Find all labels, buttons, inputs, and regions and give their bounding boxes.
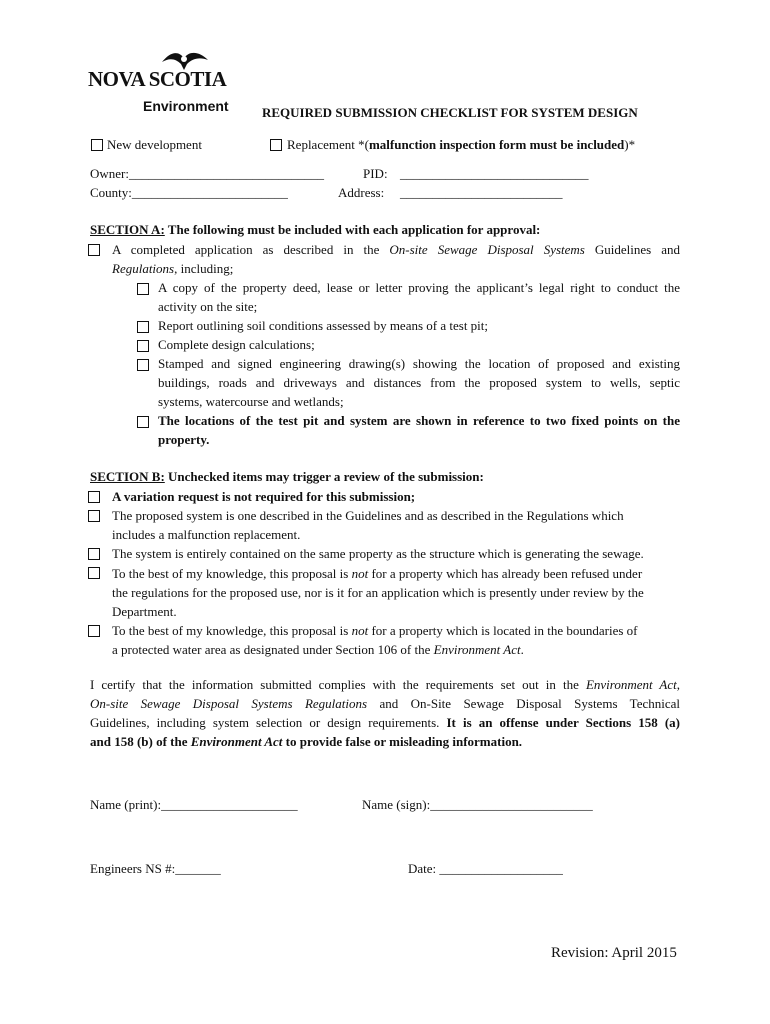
protected-water-line-1: To the best of my knowledge, this proposal is not for a property which is located in the boundaries of [112, 623, 638, 638]
protected-water-line-2: a protected water area as designated under Section 106 of the Environment Act. [112, 642, 524, 657]
drawings-line-3: systems, watercourse and wetlands; [158, 394, 344, 409]
pid-label: PID: [363, 166, 388, 181]
design-calc-checkbox[interactable] [137, 340, 149, 352]
guidelines-system-line-2: includes a malfunction replacement. [112, 527, 301, 542]
protected-water-checkbox[interactable] [88, 625, 100, 637]
address-label: Address: [338, 185, 385, 200]
not-refused-line-2: the regulations for the proposed use, nor is it for an application which is presently under review by the [112, 585, 644, 600]
address-field[interactable]: _________________________ [400, 185, 563, 200]
logo-wordmark: NOVA SCOTIA [88, 67, 227, 91]
variation-checkbox[interactable] [88, 491, 100, 503]
section-a-heading: SECTION A: The following must be included with each application for approval: [90, 222, 541, 237]
deed-line-1: A copy of the property deed, lease or letter proving the applicant’s legal right to conduct the [158, 280, 680, 295]
new-development-label: New development [107, 137, 202, 152]
drawings-checkbox[interactable] [137, 359, 149, 371]
guidelines-system-checkbox[interactable] [88, 510, 100, 522]
drawings-line-1: Stamped and signed engineering drawing(s) showing the location of proposed and existing [158, 356, 680, 371]
engineers-ns-field[interactable]: Engineers NS #:_______ [90, 861, 221, 876]
deed-checkbox[interactable] [137, 283, 149, 295]
revision-date: Revision: April 2015 [551, 945, 677, 961]
date-field[interactable]: Date: ___________________ [408, 861, 563, 876]
certification-line-4: and 158 (b) of the Environment Act to provide false or misleading information. [90, 734, 523, 749]
section-a-main-checkbox[interactable] [88, 244, 100, 256]
not-refused-checkbox[interactable] [88, 567, 100, 579]
section-a-main-line-2: Regulations, including; [112, 261, 234, 276]
section-b-heading: SECTION B: Unchecked items may trigger a review of the submission: [90, 469, 484, 484]
guidelines-system-line-1: The proposed system is one described in the Guidelines and as described in the Regulations which [112, 508, 624, 523]
soil-report-label: Report outlining soil conditions assessed by means of a test pit; [158, 318, 489, 333]
not-refused-line-3: Department. [112, 604, 177, 619]
same-property-label: The system is entirely contained on the same property as the structure which is generating the sewage. [112, 546, 644, 561]
same-property-checkbox[interactable] [88, 548, 100, 560]
section-a-main-line-1: A completed application as described in the On-site Sewage Disposal Systems Guidelines and [112, 242, 681, 257]
new-development-checkbox[interactable] [91, 139, 103, 151]
logo-department: Environment [143, 98, 229, 114]
certification-line-3: Guidelines, including system selection or design requirements. It is an offense under Sections 158 (a) [90, 715, 681, 730]
replacement-label: Replacement *(malfunction inspection form must be included)* [287, 137, 636, 152]
pid-field[interactable]: _____________________________ [400, 166, 589, 181]
fixed-points-line-2: property. [158, 432, 210, 447]
certification-line-1: I certify that the information submitted complies with the requirements set out in the Environment Act, [90, 677, 681, 692]
deed-line-2: activity on the site; [158, 299, 258, 314]
nova-scotia-logo [88, 48, 263, 120]
design-calc-label: Complete design calculations; [158, 337, 315, 352]
certification-line-2: On-site Sewage Disposal Systems Regulations and On-Site Sewage Disposal Systems Technical [90, 696, 680, 711]
fixed-points-checkbox[interactable] [137, 416, 149, 428]
fixed-points-line-1: The locations of the test pit and system are shown in reference to two fixed points on the [158, 413, 680, 428]
page-title: REQUIRED SUBMISSION CHECKLIST FOR SYSTEM DESIGN [262, 105, 638, 120]
not-refused-line-1: To the best of my knowledge, this proposal is not for a property which has already been refused under [112, 566, 643, 581]
replacement-checkbox[interactable] [270, 139, 282, 151]
drawings-line-2: buildings, roads and driveways and distances from the proposed system to wells, septic [158, 375, 680, 390]
soil-report-checkbox[interactable] [137, 321, 149, 333]
name-print-field[interactable]: Name (print):_____________________ [90, 797, 298, 812]
name-sign-field[interactable]: Name (sign):_________________________ [362, 797, 593, 812]
variation-label: A variation request is not required for this submission; [112, 489, 416, 504]
county-field[interactable]: County:________________________ [90, 185, 288, 200]
owner-field[interactable]: Owner:______________________________ [90, 166, 324, 181]
